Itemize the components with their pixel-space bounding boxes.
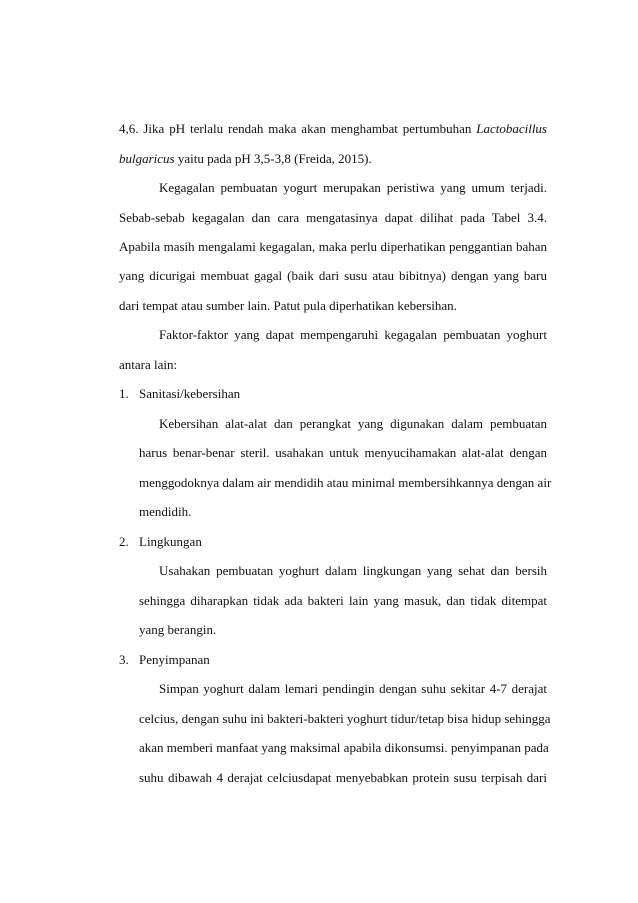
text-line: Usahakan pembuatan yoghurt dalam lingkungan yang sehat dan bersih xyxy=(159,563,547,578)
text-line: akan memberi manfaat yang maksimal apabila dikonsumsi. penyimpanan pada xyxy=(139,740,549,755)
text-line: celcius, dengan suhu ini bakteri-bakteri yoghurt tidur/tetap bisa hidup sehingga xyxy=(139,711,551,726)
text-line: sehingga diharapkan tidak ada bakteri lain yang masuk, dan tidak ditempat xyxy=(139,593,547,608)
text-line: antara lain: xyxy=(119,357,178,372)
text-line: Apabila masih mengalami kegagalan, maka perlu diperhatikan penggantian bahan xyxy=(119,239,547,254)
text-line: Faktor-faktor yang dapat mempengaruhi kegagalan pembuatan yoghurt xyxy=(159,327,547,342)
list-item-title: Sanitasi/kebersihan xyxy=(139,386,241,401)
italic-term: bulgaricus xyxy=(119,151,175,166)
text-line: harus benar-benar steril. usahakan untuk menyucihamakan alat-alat dengan xyxy=(139,445,547,460)
text-line: Sebab-sebab kegagalan dan cara mengatasinya dapat dilihat pada Tabel 3.4. xyxy=(119,210,547,225)
list-number: 2. xyxy=(119,534,129,549)
list-number: 3. xyxy=(119,652,129,667)
list-item-title: Penyimpanan xyxy=(139,652,210,667)
text-line: suhu dibawah 4 derajat celciusdapat menyebabkan protein susu terpisah dari xyxy=(139,770,547,785)
text-line: yang berangin. xyxy=(139,622,217,637)
italic-term: Lactobacillus xyxy=(476,121,547,136)
list-item-title: Lingkungan xyxy=(139,534,202,549)
text-line: Kebersihan alat-alat dan perangkat yang digunakan dalam pembuatan xyxy=(159,416,547,431)
text-line: Simpan yoghurt dalam lemari pendingin dengan suhu sekitar 4-7 derajat xyxy=(159,681,547,696)
text-line: dari tempat atau sumber lain. Patut pula diperhatikan kebersihan. xyxy=(119,298,457,313)
text-line xyxy=(119,151,547,167)
text-run: 4,6. Jika pH terlalu rendah maka akan menghambat pertumbuhan xyxy=(119,121,472,136)
text-line xyxy=(119,121,547,137)
text-line: Kegagalan pembuatan yogurt merupakan peristiwa yang umum terjadi. xyxy=(159,180,547,195)
text-run: yaitu pada pH 3,5-3,8 (Freida, 2015). xyxy=(177,151,372,166)
text-line: mendidih. xyxy=(139,504,192,519)
text-line: menggodoknya dalam air mendidih atau minimal membersihkannya dengan air xyxy=(139,475,552,490)
list-number: 1. xyxy=(119,386,129,401)
text-line: yang dicurigai membuat gagal (baik dari susu atau bibitnya) dengan yang baru xyxy=(119,268,547,283)
